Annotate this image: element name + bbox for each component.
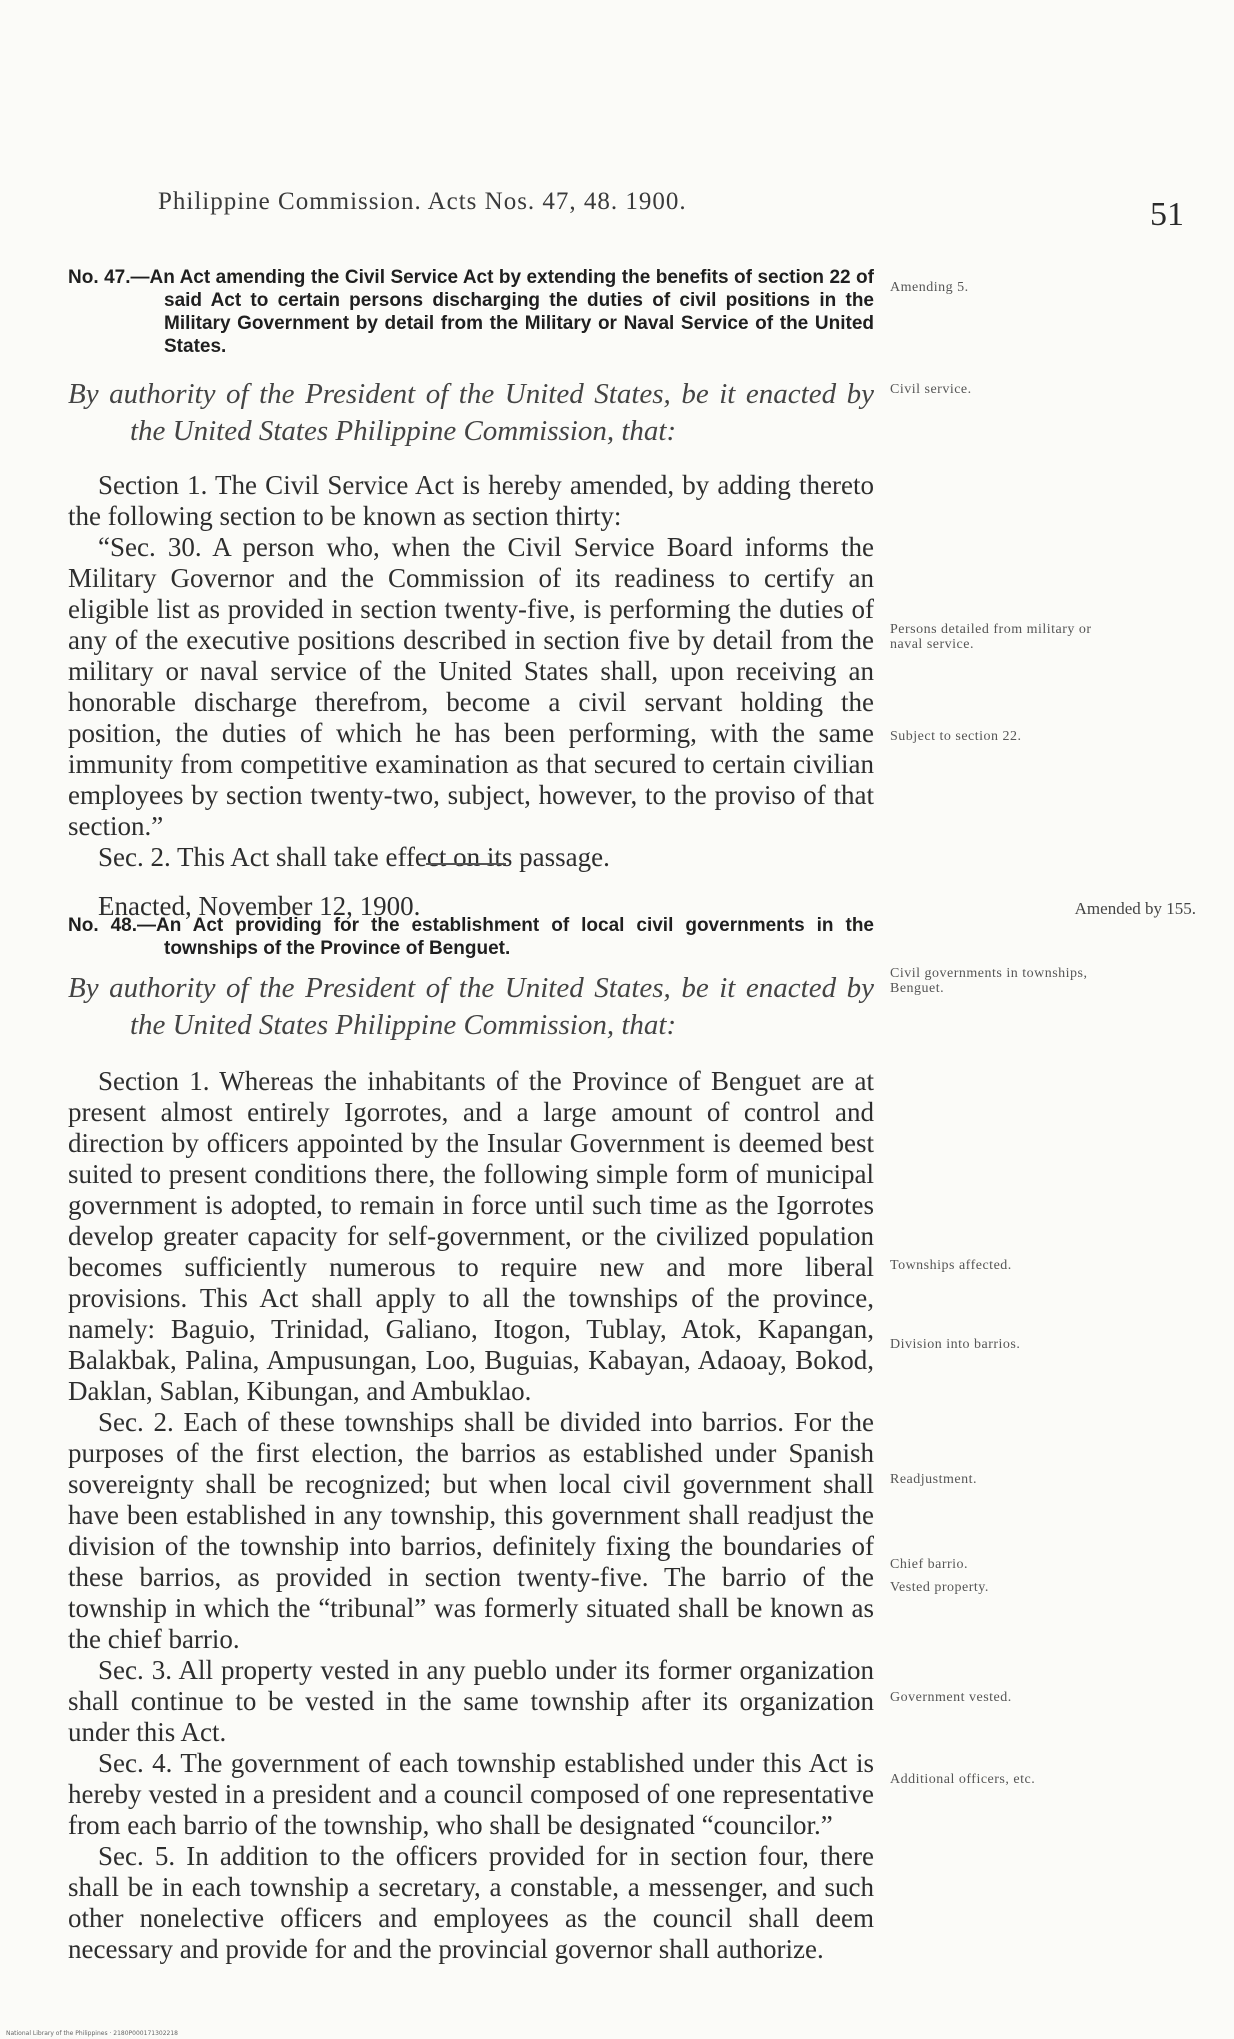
act-47-section-2: Sec. 2. This Act shall take effect on its passage. bbox=[98, 842, 610, 872]
scan-footer: National Library of the Philippines · 2180P000171302218 bbox=[6, 2030, 178, 2037]
running-head: Philippine Commission. Acts Nos. 47, 48. 1900. bbox=[158, 188, 687, 215]
act-48-section-4: Sec. 4. The government of each township established under this Act is hereby vested in a president and a council composed of one representative from each barrio of the township, who shall be designated “councilor.” bbox=[68, 1748, 874, 1840]
act-47-enacted: Enacted, November 12, 1900. bbox=[98, 891, 421, 921]
margin-note-additional-officers: Additional officers, etc. bbox=[890, 1772, 1036, 1787]
page-number: 51 bbox=[1150, 196, 1184, 233]
act-48-section-2: Sec. 2. Each of these townships shall be divided into barrios. For the purposes of the first election, the barrios as established under Spanish sovereignty shall be recognized; but when local civil government shall have been established in any township, this government shall readjust the division of the township into barrios, definitely fixing the boundaries of these barrios, as provided in section twenty-five. The barrio of the township in which the “tribunal” was formerly situated shall be known as the chief barrio. bbox=[68, 1407, 874, 1654]
margin-note-amending: Amending 5. bbox=[890, 280, 969, 295]
margin-note-subject-22: Subject to section 22. bbox=[890, 729, 1022, 744]
margin-note-readjustment: Readjustment. bbox=[890, 1472, 977, 1487]
margin-note-government-vested: Government vested. bbox=[890, 1690, 1012, 1705]
margin-note-vested-property: Vested property. bbox=[890, 1580, 989, 1595]
act-48-body bbox=[68, 1066, 874, 1965]
margin-note-persons-detailed: Persons detailed from military or naval service. bbox=[890, 622, 1092, 652]
margin-note-chief-barrio: Chief barrio. bbox=[890, 1557, 969, 1572]
act-48-amended-note: Amended by 155. bbox=[1074, 899, 1196, 918]
act-48-section-5: Sec. 5. In addition to the officers provided for in section four, there shall be in each township a secretary, a constable, a messenger, and such other nonelective officers and employees as the council shall deem necessary and provide for and the provincial governor shall authorize. bbox=[68, 1841, 874, 1964]
margin-note-civil-service: Civil service. bbox=[890, 382, 972, 397]
act-48-section-3: Sec. 3. All property vested in any pueblo under its former organization shall continue to be vested in the same township after its organization under this Act. bbox=[68, 1655, 874, 1747]
act-48-authority: By authority of the President of the United States, be it enacted by the United States Philippine Commission, that: bbox=[68, 972, 874, 1041]
margin-note-civil-governments: Civil governments in townships, Benguet. bbox=[890, 966, 1088, 996]
margin-note-division-barrios: Division into barrios. bbox=[890, 1337, 1021, 1352]
act-47 bbox=[68, 266, 874, 922]
act-47-section-30: “Sec. 30. A person who, when the Civil Service Board informs the Military Governor and the Commission of its readiness to certify an eligible list as provided in section twenty-five, is performing the duties of any of the executive positions described in section five by detail from the military or naval service of the United States shall, upon receiving an honorable discharge therefrom, become a civil servant holding the position, the duties of which he has been performing, with the same immunity from competitive examination as that secured to certain civilian employees by section twenty-two, subject, however, to the proviso of that section.” bbox=[68, 532, 874, 841]
section-divider bbox=[426, 863, 506, 865]
act-48-section-1: Section 1. Whereas the inhabitants of the Province of Benguet are at present almost entirely Igorrotes, and a large amount of control and direction by officers appointed by the Insular Government is deemed best suited to present conditions there, the following simple form of municipal government is adopted, to remain in force until such time as the Igorrotes develop greater capacity for self-government, or the civilized population becomes sufficiently numerous to require new and more liberal provisions. This Act shall apply to all the townships of the province, namely: Baguio, Trinidad, Galiano, Itogon, Tublay, Atok, Kapangan, Balakbak, Palina, Ampusungan, Loo, Buguias, Kabayan, Adaoay, Bokod, Daklan, Sablan, Kibungan, and Ambuklao. bbox=[68, 1066, 874, 1406]
act-47-body bbox=[68, 470, 874, 873]
margin-note-townships-affected: Townships affected. bbox=[890, 1258, 1012, 1273]
act-47-section-1: Section 1. The Civil Service Act is hereby amended, by adding thereto the following section to be known as section thirty: bbox=[68, 470, 874, 531]
act-48 bbox=[68, 914, 874, 1965]
act-47-authority: By authority of the President of the United States, be it enacted by the United States Philippine Commission, that: bbox=[68, 378, 874, 447]
act-48-title: No. 48.—An Act providing for the establishment of local civil governments in the townships of the Province of Benguet. bbox=[68, 915, 874, 959]
act-47-title: No. 47.—An Act amending the Civil Service Act by extending the benefits of section 22 of said Act to certain persons discharging the duties of civil positions in the Military Government by detail from the Military or Naval Service of the United States. bbox=[68, 267, 874, 357]
